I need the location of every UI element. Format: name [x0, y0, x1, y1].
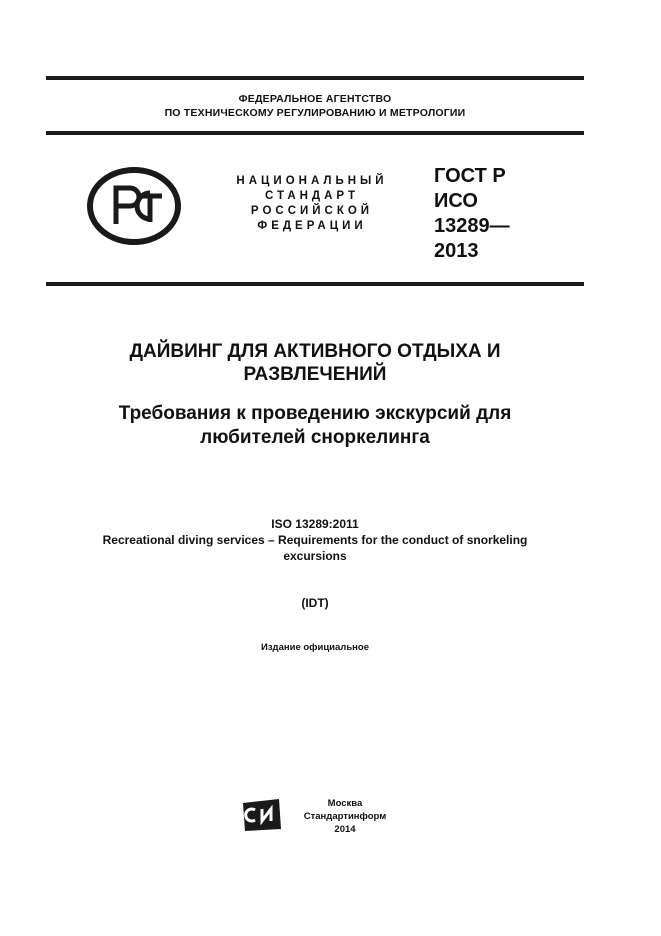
gost-designation [434, 164, 554, 264]
iso-title-line: excursions [283, 549, 347, 563]
national-line: ФЕДЕРАЦИИ [257, 220, 367, 232]
national-line: СТАНДАРТ [265, 190, 359, 202]
publisher-city: Москва [327, 798, 363, 809]
document-title [60, 340, 570, 386]
national-standard-label [212, 174, 412, 234]
document-subtitle [60, 402, 570, 450]
top-rule [46, 76, 584, 80]
title-line: ДАЙВИНГ ДЛЯ АКТИВНОГО ОТДЫХА И [129, 341, 501, 362]
edition-label: Издание официальное [261, 642, 369, 653]
iso-code: ISO 13289:2011 [271, 517, 359, 531]
agency-line-1: ФЕДЕРАЛЬНОЕ АГЕНТСТВО [238, 93, 392, 105]
title-line: РАЗВЛЕЧЕНИЙ [243, 364, 387, 385]
header-rule-top [46, 131, 584, 135]
iso-reference [60, 516, 570, 564]
gost-line: 2013 [434, 240, 479, 262]
national-line: НАЦИОНАЛЬНЫЙ [236, 175, 388, 187]
national-line: РОССИЙСКОЙ [250, 205, 374, 217]
standartinform-logo-icon [239, 797, 285, 833]
subtitle-line: любителей сноркелинга [200, 427, 430, 448]
gost-line: ИСО [434, 190, 478, 212]
publisher-name: Стандартинформ [303, 811, 387, 822]
gost-line: ГОСТ Р [434, 165, 506, 187]
agency-line-2: ПО ТЕХНИЧЕСКОМУ РЕГУЛИРОВАНИЮ И МЕТРОЛОГИИ [164, 107, 466, 119]
iso-title-line: Recreational diving services – Requirements for the conduct of snorkeling [102, 533, 528, 547]
agency-name [46, 92, 584, 120]
gost-line: 13289— [434, 215, 510, 237]
publisher-year: 2014 [334, 824, 356, 835]
idt-label: (IDT) [301, 596, 329, 610]
publisher-info [290, 797, 400, 836]
subtitle-line: Требования к проведению экскурсий для [118, 403, 512, 424]
header-rule-bottom [46, 282, 584, 286]
rst-logo-icon [86, 166, 182, 246]
